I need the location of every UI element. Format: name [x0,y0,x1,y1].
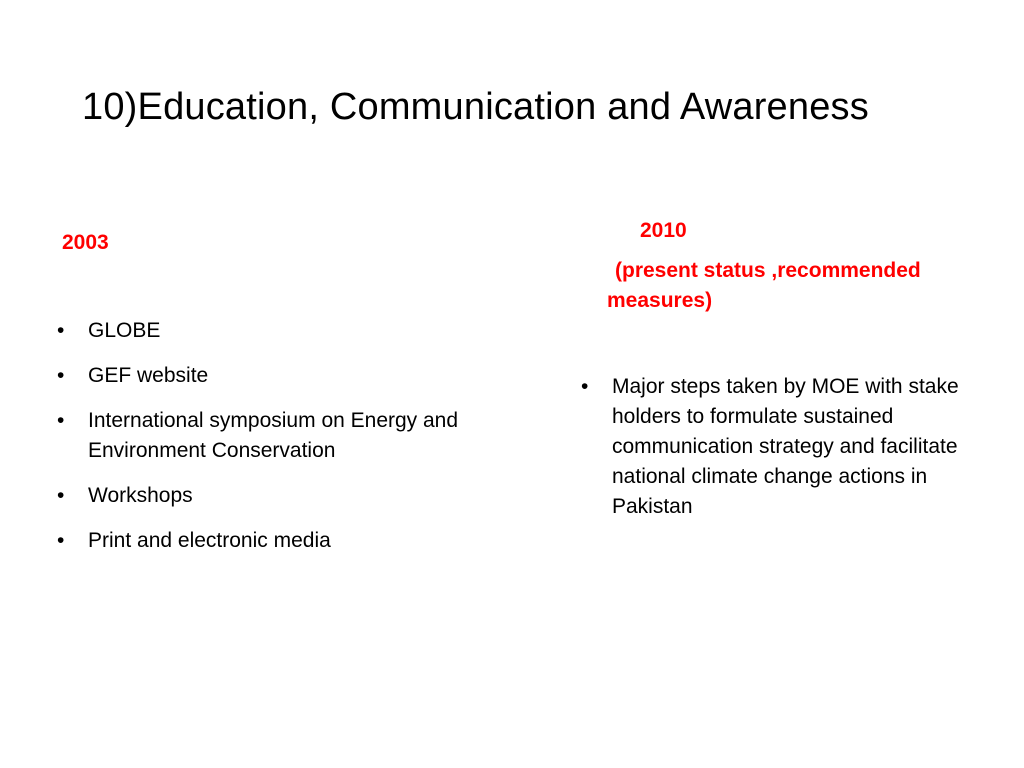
list-item [56,481,556,511]
list-item [56,316,556,346]
left-year-heading: 2003 [62,231,109,254]
right-subheading: (present status ,recommended measures) [607,259,921,312]
slide-title: 10)Education, Communication and Awareness [82,86,869,128]
list-item [580,372,1012,522]
list-item [56,406,556,466]
list-item-text: Print and electronic media [88,529,331,552]
bullet-icon: • [57,484,65,507]
list-item-text: GLOBE [88,319,161,342]
left-bullet-list [56,316,556,556]
list-item [56,361,556,391]
left-column-2003 [56,226,556,571]
list-item [56,526,556,556]
bullet-icon: • [57,529,65,552]
right-year-heading: 2010 [640,219,687,242]
list-item-text: International symposium on Energy and Environment Conservation [88,409,459,462]
bullet-icon: • [581,375,589,398]
list-item-text: Major steps taken by MOE with stake holders to formulate sustained communication strategy and facilitate national climate change actions in Pakistan [612,375,959,518]
list-item-text: GEF website [88,364,209,387]
right-column-2010 [580,216,1012,537]
bullet-icon: • [57,319,65,342]
bullet-icon: • [57,364,65,387]
list-item-text: Workshops [88,484,193,507]
right-bullet-list [580,372,1012,522]
bullet-icon: • [57,409,65,432]
